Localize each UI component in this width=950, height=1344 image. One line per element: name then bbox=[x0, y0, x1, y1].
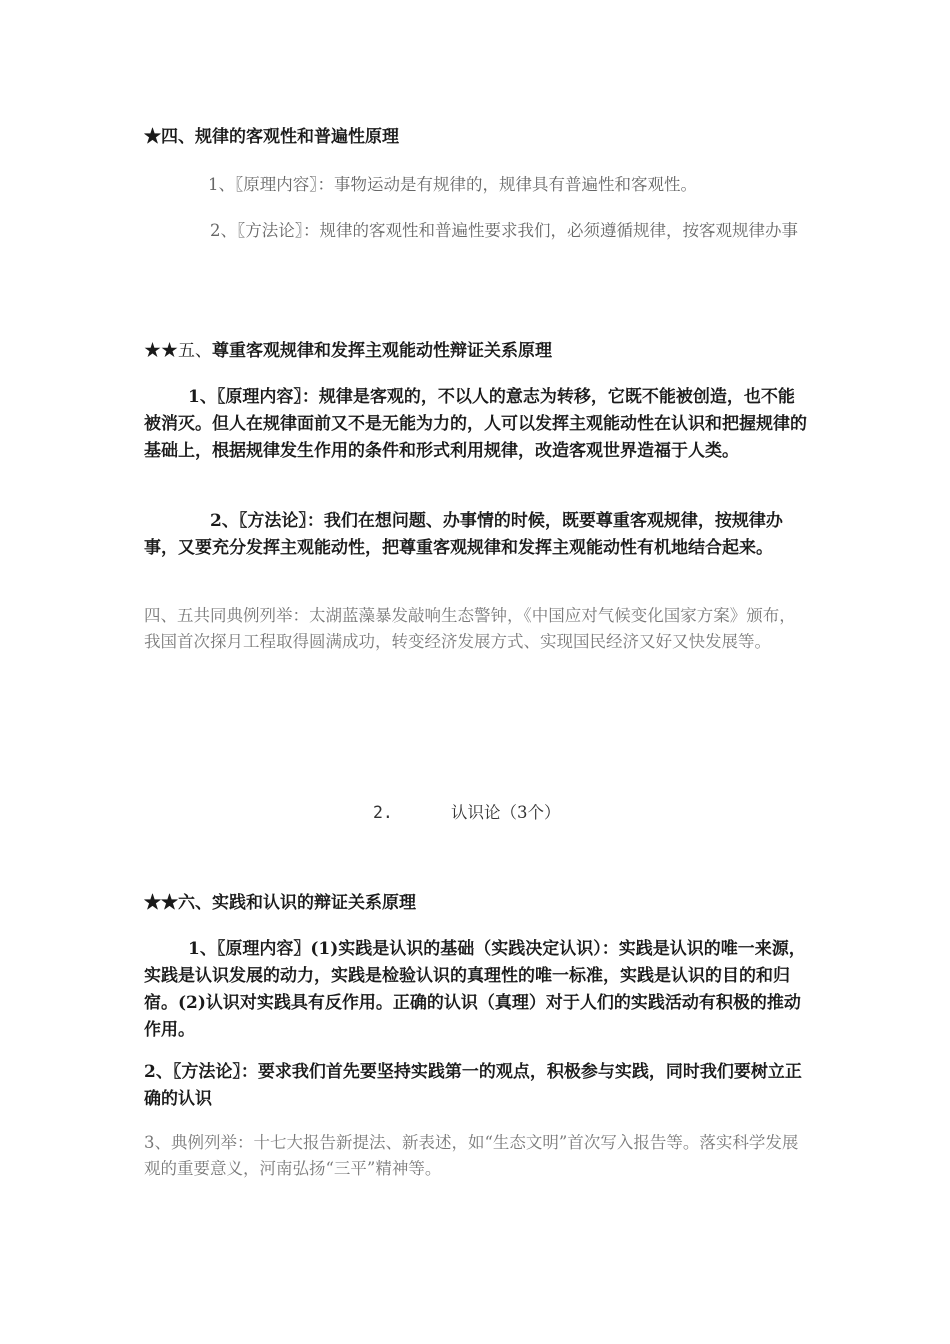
heading-principle-5: ★★五、尊重客观规律和发挥主观能动性辩证关系原理 bbox=[144, 341, 552, 361]
principle-6-examples: 3、典例列举：十七大报告新提法、新表述，如“生态文明”首次写入报告等。落实科学发展观的重要意义，河南弘扬“三平”精神等。 bbox=[144, 1133, 799, 1178]
heading-principle-5-text: 尊重客观规律和发挥主观能动性辩证关系原理 bbox=[212, 341, 552, 361]
principle-6-content: 1、〖原理内容〗(1)实践是认识的基础（实践决定认识）：实践是认识的唯一来源，实践是认识发展的动力，实践是检验认识的真理性的唯一标准，实践是认识的目的和归宿。(2)认识对实践具有反作用。正确的认识（真理）对于人们的实践活动有积极的推动作用。 bbox=[144, 939, 806, 1040]
section-2-title bbox=[373, 799, 561, 823]
section-2-number: 2. bbox=[373, 803, 393, 822]
principles-4-5-examples: 四、五共同典例列举：太湖蓝藻暴发敲响生态警钟，《中国应对气候变化国家方案》颁布，我国首次探月工程取得圆满成功，转变经济发展方式、实现国民经济又好又快发展等。 bbox=[144, 606, 796, 651]
principle-5-methodology: 2、〖方法论〗：我们在想问题、办事情的时候，既要尊重客观规律，按规律办事，又要充分发挥主观能动性，把尊重客观规律和发挥主观能动性有机地结合起来。 bbox=[144, 511, 783, 558]
heading-principle-4: ★四、规律的客观性和普遍性原理 bbox=[144, 127, 399, 147]
section-2-text: 认识论（3个） bbox=[451, 803, 561, 822]
principle-4-content: 1、〖原理内容〗：事物运动是有规律的，规律具有普遍性和客观性。 bbox=[208, 175, 697, 194]
principle-6-methodology: 2、〖方法论〗：要求我们首先要坚持实践第一的观点，积极参与实践，同时我们要树立正确的认识 bbox=[144, 1062, 802, 1109]
heading-principle-6: ★★六、实践和认识的辩证关系原理 bbox=[144, 893, 416, 913]
principle-4-methodology: 2、〖方法论〗：规律的客观性和普遍性要求我们，必须遵循规律，按客观规律办事 bbox=[210, 221, 798, 240]
principle-5-content: 1、〖原理内容〗：规律是客观的，不以人的意志为转移，它既不能被创造，也不能被消灭。但人在规律面前又不是无能为力的，人可以发挥主观能动性在认识和把握规律的基础上，根据规律发生作用的条件和形式利用规律，改造客观世界造福于人类。 bbox=[144, 387, 807, 461]
